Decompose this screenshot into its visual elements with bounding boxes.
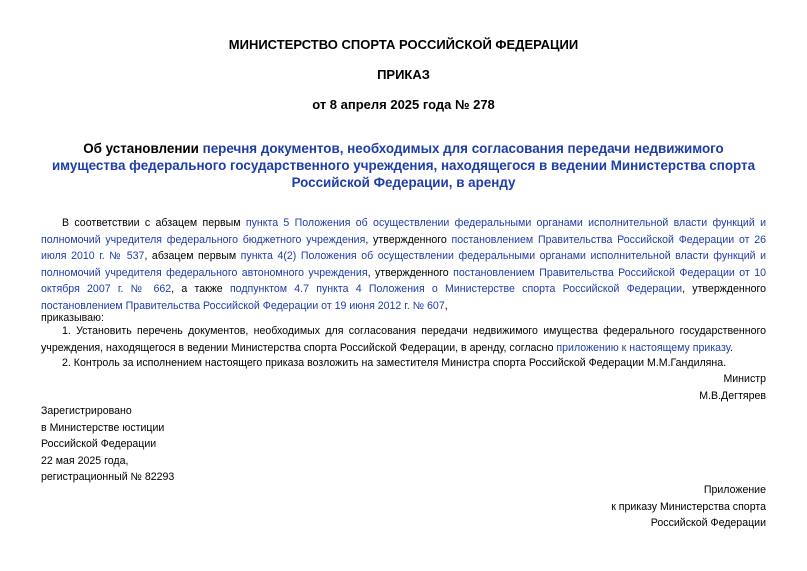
link-appendix[interactable]: приложению к настоящему приказу bbox=[556, 341, 730, 354]
link-decree-537[interactable]: постановлением Правительства Российской Федерации от 26 июля 2010 г. № 537 bbox=[41, 233, 766, 262]
link-decree-662[interactable]: постановлением Правительства Российской Федерации от 10 октября 2007 г. № 662 bbox=[41, 266, 766, 295]
preamble-text: , абзацем первым bbox=[144, 250, 241, 262]
preamble-text: , а также bbox=[171, 283, 230, 295]
link-subclause-4-7[interactable]: подпунктом 4.7 пункта 4 Положения о Министерстве спорта Российской Федерации bbox=[229, 283, 683, 295]
registration-line: в Министерстве юстиции bbox=[41, 421, 165, 434]
preamble-text: , утвержденного bbox=[365, 233, 452, 246]
link-clause-4-2-autonomous-institution[interactable]: пункта 4(2) Положения об осуществлении федеральными органами исполнительной власти функций и полномочий учредителя федерального автономного учреждения bbox=[41, 250, 766, 279]
appendix-header bbox=[611, 482, 766, 532]
item1-end: . bbox=[729, 341, 733, 354]
registration-block bbox=[41, 403, 174, 486]
order-item-1 bbox=[41, 323, 766, 356]
link-clause-5-budget-institution[interactable]: пункта 5 Положения об осуществлении федеральными органами исполнительной власти функций и полномочий учредителя федерального бюджетного учреждения bbox=[41, 217, 767, 246]
document-type: ПРИКАЗ bbox=[377, 67, 430, 82]
appendix-line: Приложение bbox=[703, 484, 766, 496]
appendix-line: Российской Федерации bbox=[650, 517, 766, 529]
order-word: приказываю: bbox=[41, 312, 104, 324]
subject-prefix: Об установлении bbox=[83, 141, 203, 156]
registration-line: Российской Федерации bbox=[41, 438, 157, 450]
link-decree-607[interactable]: постановлением Правительства Российской Федерации от 19 июня 2012 г. № 607 bbox=[41, 299, 445, 312]
signature-block bbox=[699, 371, 766, 404]
document-subject bbox=[45, 140, 762, 191]
registration-number: регистрационный № 82293 bbox=[41, 471, 175, 483]
registration-line: Зарегистрировано bbox=[41, 405, 132, 417]
document-date-number: от 8 апреля 2025 года № 278 bbox=[312, 97, 495, 112]
appendix-line: к приказу Министерства спорта bbox=[611, 500, 766, 513]
registration-date: 22 мая 2025 года, bbox=[41, 454, 129, 467]
preamble-text: , bbox=[444, 299, 448, 312]
signature-name: М.В.Дегтярев bbox=[699, 389, 766, 402]
subject-link[interactable]: перечня документов, необходимых для согласования передачи недвижимого имущества федерального государственного учреждения, находящегося в ведении Министерства спорта Российской Федерации, в аренду bbox=[51, 141, 756, 190]
preamble-paragraph bbox=[41, 215, 766, 314]
signature-position: Министр bbox=[723, 373, 766, 385]
order-item-2: 2. Контроль за исполнением настоящего приказа возложить на заместителя Министра спорта Российской Федерации М.М.Гандиляна. bbox=[62, 357, 727, 369]
item1-text: 1. Установить перечень документов, необходимых для согласования передачи недвижимого имущества федерального государственного учреждения, находящегося в ведении Министерства спорта Российской Федерации, в аренду, согласно bbox=[41, 325, 766, 354]
preamble-text: В соответствии с абзацем первым bbox=[62, 217, 246, 229]
preamble-text: , утвержденного bbox=[682, 283, 766, 295]
preamble-text: , утвержденного bbox=[367, 266, 454, 279]
ministry-title: МИНИСТЕРСТВО СПОРТА РОССИЙСКОЙ ФЕДЕРАЦИИ bbox=[228, 37, 579, 52]
